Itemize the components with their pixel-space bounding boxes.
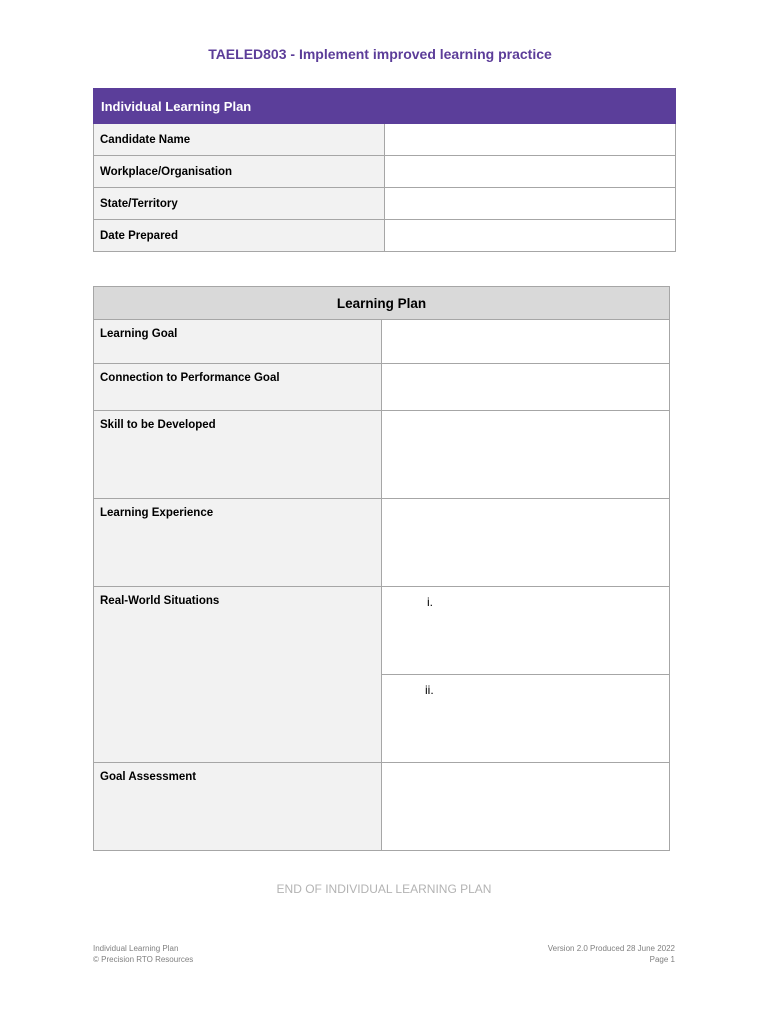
table-row <box>94 220 676 252</box>
state-territory-label: State/Territory <box>94 188 385 220</box>
table-row <box>94 763 670 851</box>
goal-assessment-label: Goal Assessment <box>94 763 382 851</box>
end-of-plan-note: END OF INDIVIDUAL LEARNING PLAN <box>276 882 492 896</box>
document-title: TAELED803 - Implement improved learning practice <box>208 46 552 62</box>
table-row <box>94 587 670 675</box>
roman-numeral-i: i. <box>427 595 433 609</box>
learning-plan-table <box>93 286 670 851</box>
workplace-field[interactable] <box>385 156 676 188</box>
footer-page-number: Page 1 <box>649 955 675 964</box>
table-row <box>94 124 676 156</box>
footer-doc-name: Individual Learning Plan <box>93 944 179 953</box>
real-world-situation-1-field[interactable] <box>382 587 670 675</box>
learning-experience-field[interactable] <box>382 499 670 587</box>
table-row <box>94 188 676 220</box>
footer-copyright: © Precision RTO Resources <box>93 955 194 964</box>
learning-goal-label: Learning Goal <box>94 320 382 364</box>
skill-developed-label: Skill to be Developed <box>94 411 382 499</box>
connection-performance-goal-label: Connection to Performance Goal <box>94 364 382 411</box>
goal-assessment-field[interactable] <box>382 763 670 851</box>
table-row <box>94 411 670 499</box>
footer-version: Version 2.0 Produced 28 June 2022 <box>547 944 675 953</box>
skill-developed-field[interactable] <box>382 411 670 499</box>
date-prepared-field[interactable] <box>385 220 676 252</box>
footer-left <box>93 943 193 965</box>
candidate-name-field[interactable] <box>385 124 676 156</box>
table-row <box>94 320 670 364</box>
real-world-situations-label: Real-World Situations <box>94 587 382 763</box>
candidate-name-label: Candidate Name <box>94 124 385 156</box>
ilp-header: Individual Learning Plan <box>94 89 676 124</box>
connection-performance-goal-field[interactable] <box>382 364 670 411</box>
footer-right <box>548 943 675 965</box>
state-territory-field[interactable] <box>385 188 676 220</box>
table-row <box>94 156 676 188</box>
roman-numeral-ii: ii. <box>425 683 434 697</box>
date-prepared-label: Date Prepared <box>94 220 385 252</box>
real-world-situation-2-field[interactable] <box>382 675 670 763</box>
table-row <box>94 364 670 411</box>
workplace-label: Workplace/Organisation <box>94 156 385 188</box>
table-row <box>94 499 670 587</box>
learning-experience-label: Learning Experience <box>94 499 382 587</box>
learning-goal-field[interactable] <box>382 320 670 364</box>
learning-plan-header: Learning Plan <box>94 287 670 320</box>
individual-learning-plan-table <box>93 88 676 252</box>
